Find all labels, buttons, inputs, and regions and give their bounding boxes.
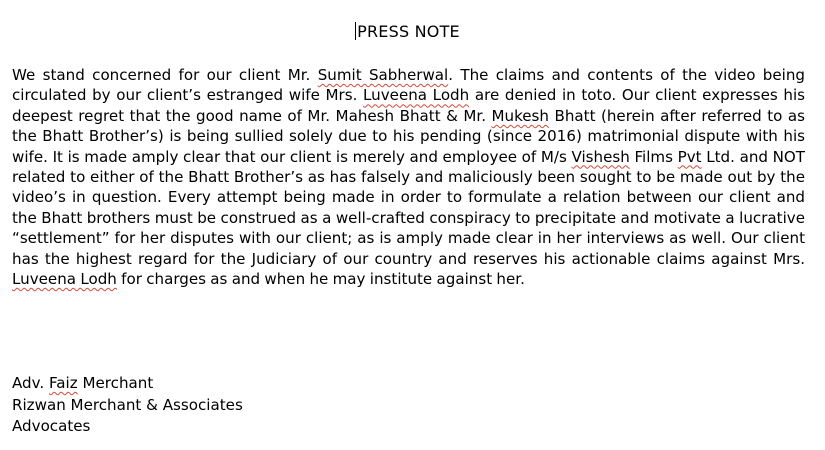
vishesh-flagged: Vishesh: [571, 147, 630, 166]
designation: Advocates: [12, 417, 91, 435]
signature-block: [12, 373, 243, 438]
body-text-segment: Films: [629, 147, 678, 166]
firm-name: Rizwan Merchant & Associates: [12, 395, 243, 414]
body-text-segment: We stand concerned for our client Mr.: [12, 66, 318, 84]
wife-name-flagged: Luveena Lodh: [12, 270, 117, 289]
pvt-flagged: Pvt: [677, 147, 702, 166]
advocate-surname: Merchant: [77, 374, 154, 392]
advocate-prefix: Adv.: [12, 374, 49, 392]
body-text-segment: Ltd. and NOT related to either of the Bhatt Brother’s as has falsely and maliciously been sought to be made out by the video’s in question. Every attempt being made in order to formulate a relation between our client and the Bhatt brothers must be construed as a well-crafted conspiracy to precipitate and motivate a lucrative “settlement” for her disputes with our client; as is amply made clear in her interviews as well. Our client has the highest regard for the Judiciary of our country and reserves his actionable claims against Mrs.: [12, 147, 805, 268]
text-cursor: [355, 22, 356, 40]
press-note-title: [0, 22, 815, 41]
body-text-segment: for charges as and when he may institute against her.: [116, 270, 525, 289]
body-text-segment: are denied in toto. Our client expresses his deepest regret that the good name of Mr. Mahesh Bhatt & Mr.: [12, 86, 806, 125]
press-note-body: [12, 65, 805, 289]
wife-name-flagged: Luveena Lodh: [363, 86, 470, 105]
body-text-segment: Bhatt (herein after referred to as the Bhatt Brother’s) is being sullied solely due to his pending (since 2016) matrimonial dispute with his wife. It is made amply clear that our client is merely and employee of M/s: [12, 106, 805, 166]
advocate-name: [12, 373, 243, 395]
title-text: PRESS NOTE: [357, 22, 460, 41]
body-text-segment: . The claims and contents of the video being circulated by our client’s estranged wife Mrs.: [12, 66, 805, 105]
mukesh-flagged: Mukesh: [491, 106, 549, 125]
client-name-flagged: Sumit Sabherwal: [317, 66, 449, 84]
advocate-first-name-flagged: Faiz: [49, 374, 78, 392]
